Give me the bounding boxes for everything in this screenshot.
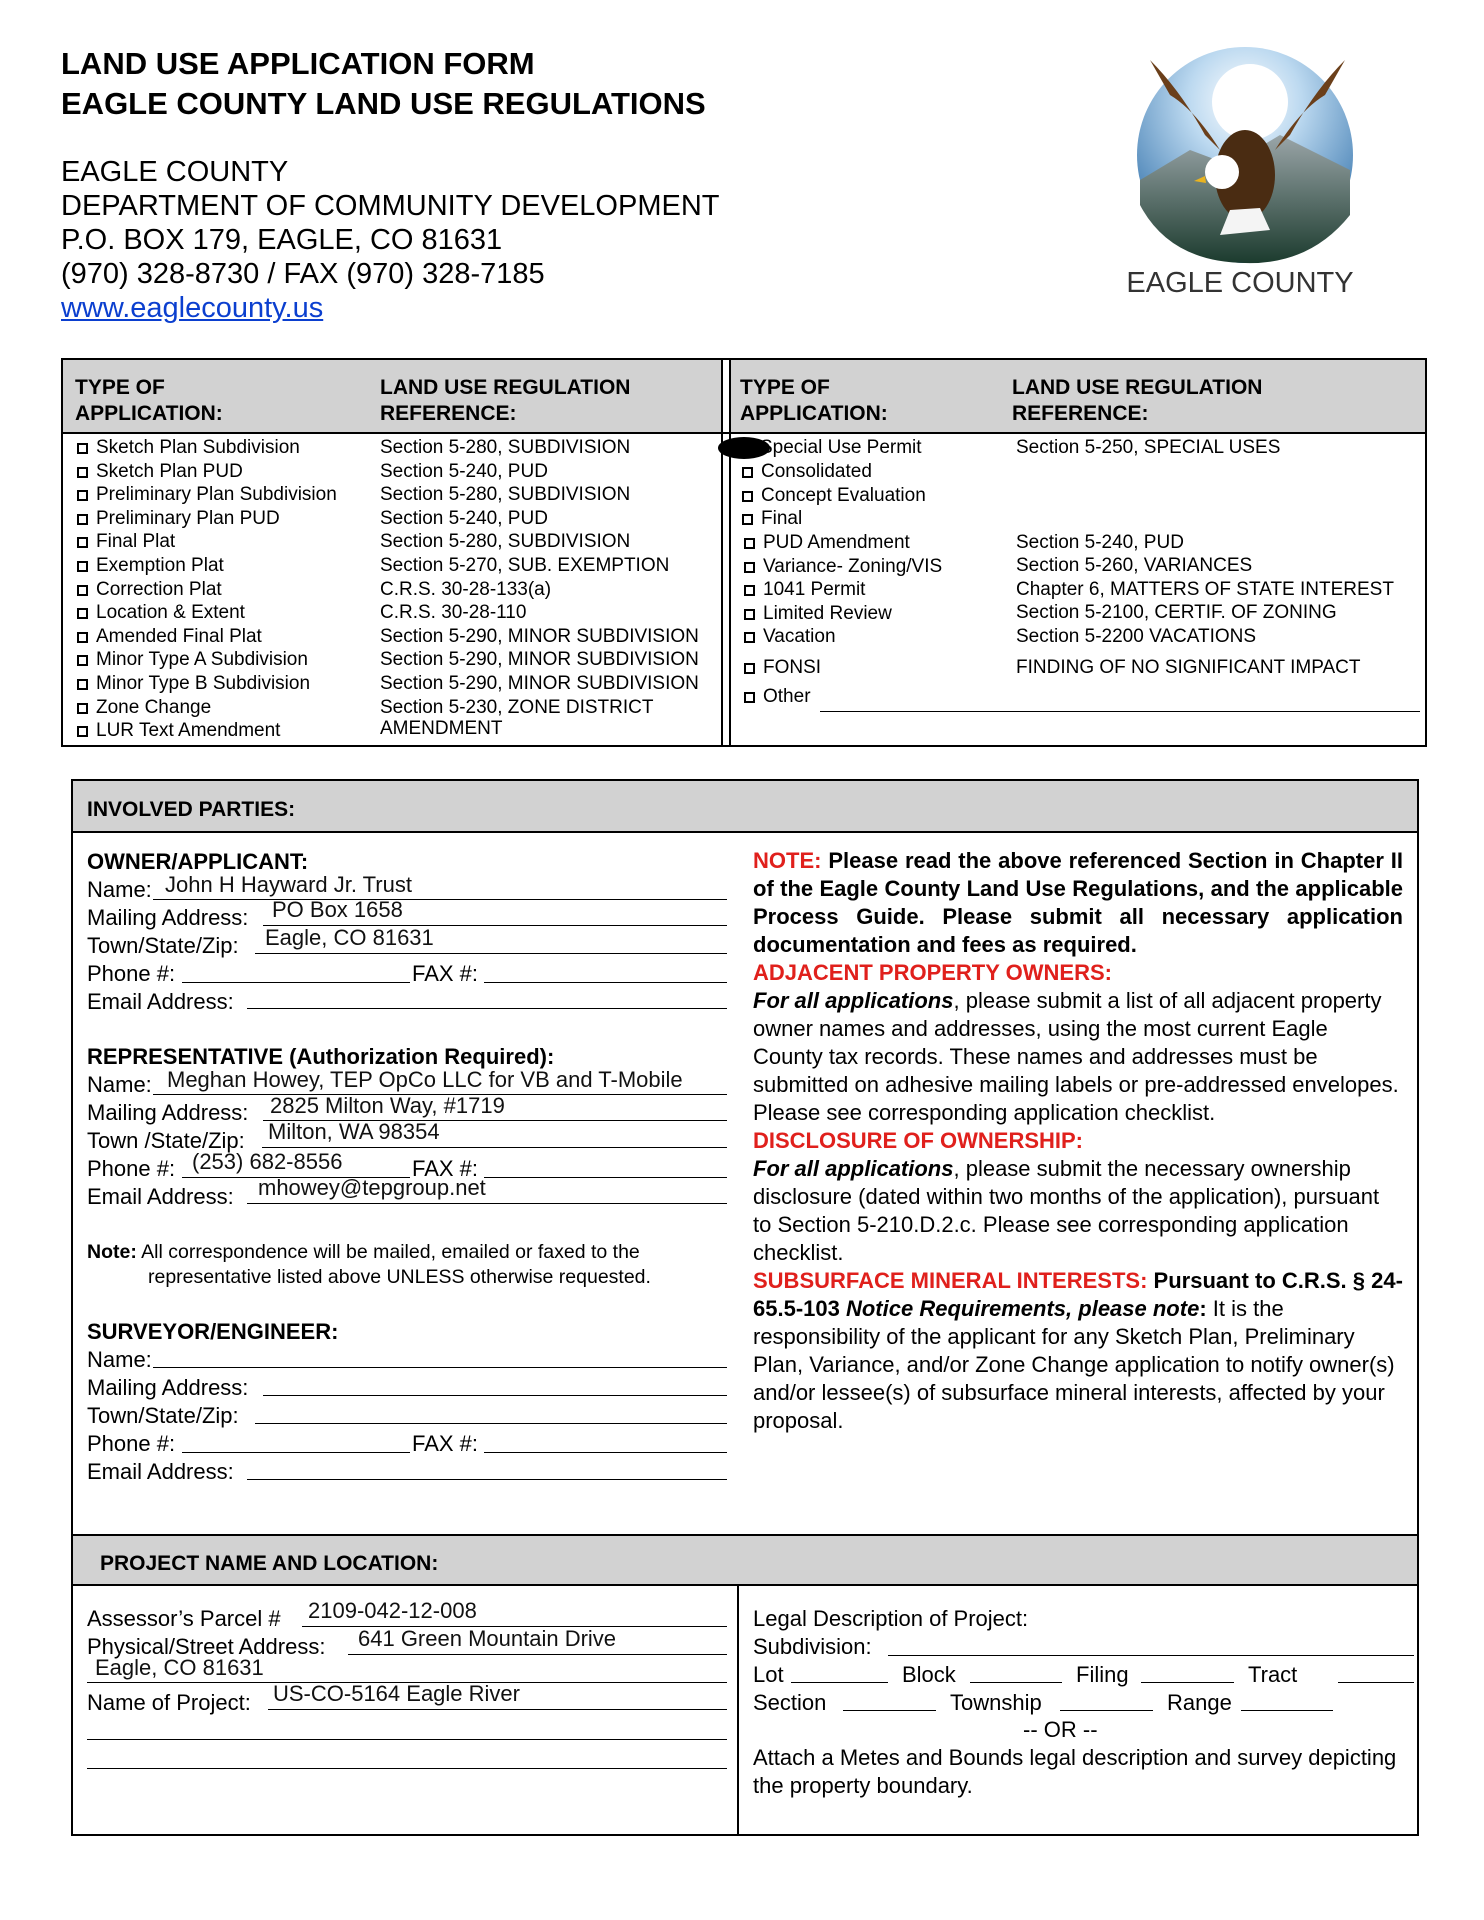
ref-text: Section 5-240, PUD [380, 460, 548, 482]
project-extra-line-2[interactable] [87, 1768, 727, 1769]
checkbox-limited-review[interactable]: Limited Review [744, 602, 942, 626]
checkbox-pud-amendment[interactable]: PUD Amendment [744, 531, 942, 555]
owner-town-line[interactable] [255, 953, 727, 954]
checkbox-icon[interactable] [744, 692, 755, 703]
checkbox-icon[interactable] [744, 585, 755, 596]
legal-description-label: Legal Description of Project: [753, 1606, 1029, 1631]
checkbox-other[interactable]: Other [744, 685, 942, 709]
checkbox-vacation[interactable]: Vacation [744, 625, 942, 649]
checkbox-lur-text-amendment[interactable]: LUR Text Amendment [77, 719, 337, 743]
street-address-value[interactable]: 641 Green Mountain Drive [358, 1626, 617, 1651]
checkbox-icon[interactable] [77, 585, 88, 596]
owner-phone-line[interactable] [182, 982, 410, 983]
rep-fax-label: FAX #: [412, 1156, 479, 1181]
ref-text: Section 5-2200 VACATIONS [1016, 625, 1257, 647]
checkbox-icon[interactable] [77, 490, 88, 501]
owner-email-line[interactable] [247, 1008, 727, 1009]
adjacent-owners-heading: ADJACENT PROPERTY OWNERS: [753, 960, 1112, 985]
rep-phone-value[interactable]: (253) 682-8556 [192, 1149, 343, 1174]
project-name-value[interactable]: US-CO-5164 Eagle River [273, 1681, 520, 1706]
checkbox-icon[interactable] [77, 467, 88, 478]
agency-phone: (970) 328-8730 / FAX (970) 328-7185 [61, 258, 545, 290]
rep-email-line[interactable] [247, 1203, 727, 1204]
checkbox-fonsi[interactable]: FONSI [744, 656, 942, 680]
subsurface-block: SUBSURFACE MINERAL INTERESTS: Pursuant to C.R.S. § 24-65.5-103 Notice Requirements, please note: It is the responsibility of the applicant for any Sketch Plan, Preliminary Plan, Variance, and/or Zone Change application to notify owner(s) and/or lessee(s) of subsurface mineral interests, affected by your proposal. [753, 1268, 1403, 1433]
ref-text: Section 5-290, MINOR SUBDIVISION [380, 625, 699, 647]
checkbox-icon[interactable] [77, 443, 88, 454]
surveyor-email-line[interactable] [247, 1479, 727, 1480]
owner-heading: OWNER/APPLICANT: [87, 849, 309, 874]
attach-instructions: Attach a Metes and Bounds legal description and survey depicting the property boundary. [753, 1745, 1397, 1798]
checkbox-icon[interactable] [742, 467, 753, 478]
surveyor-mail-line[interactable] [263, 1395, 727, 1396]
surveyor-name-label: Name: [87, 1347, 152, 1372]
street-address-line[interactable] [348, 1654, 727, 1655]
left-ref-list [380, 436, 699, 739]
range-line[interactable] [1241, 1710, 1333, 1711]
checkbox-special-use-permit[interactable]: Special Use Permit [760, 437, 922, 458]
owner-name-value[interactable]: John H Hayward Jr. Trust [165, 872, 412, 897]
checkbox-icon[interactable] [744, 609, 755, 620]
special-use-sublist [742, 460, 926, 531]
checkbox-icon[interactable] [744, 632, 755, 643]
ref-text: Section 5-240, PUD [1016, 531, 1184, 553]
checkbox-minor-type-b[interactable]: Minor Type B Subdivision [77, 672, 337, 696]
checkbox-icon[interactable] [77, 514, 88, 525]
surveyor-phone-line[interactable] [182, 1452, 410, 1453]
col-header-ref-right: LAND USE REGULATION REFERENCE: [1012, 376, 1263, 425]
ref-text: Section 5-230, ZONE DISTRICT [380, 696, 654, 718]
checkbox-exemption-plat[interactable]: Exemption Plat [77, 554, 337, 578]
form-subtitle: EAGLE COUNTY LAND USE REGULATIONS [61, 86, 706, 121]
owner-name-line[interactable] [153, 899, 727, 900]
surveyor-town-line[interactable] [255, 1423, 727, 1424]
lot-line[interactable] [791, 1682, 888, 1683]
right-ref-list [1016, 436, 1394, 679]
section-line[interactable] [843, 1710, 936, 1711]
ref-text: Section 5-280, SUBDIVISION [380, 437, 631, 458]
ref-text: Section 5-280, SUBDIVISION [380, 531, 631, 553]
checkbox-icon[interactable] [77, 655, 88, 666]
surveyor-email-label: Email Address: [87, 1459, 234, 1484]
col-header-ref-left: LAND USE REGULATION REFERENCE: [380, 376, 631, 425]
form-title: LAND USE APPLICATION FORM [61, 46, 535, 81]
checkbox-icon[interactable] [77, 726, 88, 737]
checkbox-consolidated[interactable]: Consolidated [742, 460, 926, 484]
filing-line[interactable] [1141, 1682, 1234, 1683]
instructions-panel [753, 847, 1403, 1435]
other-input-line[interactable] [820, 711, 1420, 712]
tract-label: Tract [1248, 1662, 1298, 1687]
checkbox-icon[interactable] [77, 561, 88, 572]
checkbox-minor-type-a[interactable]: Minor Type A Subdivision [77, 648, 337, 672]
ref-text: Section 5-290, MINOR SUBDIVISION [380, 672, 699, 694]
township-label: Township [950, 1690, 1042, 1715]
owner-email-label: Email Address: [87, 989, 234, 1014]
street-address-label: Physical/Street Address: [87, 1634, 326, 1659]
subdivision-line[interactable] [888, 1655, 1414, 1656]
rep-town-value[interactable]: Milton, WA 98354 [268, 1119, 440, 1144]
project-name-label: Name of Project: [87, 1690, 251, 1715]
ref-text: AMENDMENT [380, 718, 503, 740]
surveyor-mail-label: Mailing Address: [87, 1375, 249, 1400]
township-line[interactable] [1060, 1710, 1153, 1711]
subdivision-label: Subdivision: [753, 1634, 872, 1659]
surveyor-town-label: Town/State/Zip: [87, 1403, 239, 1428]
section-label: Section [753, 1690, 827, 1715]
surveyor-heading: SURVEYOR/ENGINEER: [87, 1319, 339, 1344]
owner-mail-value[interactable]: PO Box 1658 [272, 897, 403, 922]
checkbox-correction-plat[interactable]: Correction Plat [77, 578, 337, 602]
surveyor-name-line[interactable] [153, 1367, 727, 1368]
project-heading: PROJECT NAME AND LOCATION: [100, 1552, 439, 1575]
agency-block [61, 155, 719, 325]
project-name-line[interactable] [268, 1709, 727, 1710]
left-type-list [77, 436, 337, 743]
ref-text: Section 5-270, SUB. EXEMPTION [380, 554, 670, 576]
ref-text: C.R.S. 30-28-110 [380, 602, 527, 624]
col-header-type-right: TYPE OF APPLICATION: [740, 376, 888, 425]
rep-name-label: Name: [87, 1072, 152, 1097]
checkbox-concept-evaluation[interactable]: Concept Evaluation [742, 484, 926, 508]
checkbox-icon[interactable] [77, 537, 88, 548]
adjacent-owners-text: For all applications, please submit a list of all adjacent property owner names and addresses, using the most current Eagle County tax records. These names and addresses must be submitted on adhesive mailing labels or pre-addressed envelopes. Please see corresponding application checklist. [753, 988, 1399, 1125]
checkbox-icon[interactable] [77, 632, 88, 643]
checkbox-icon[interactable] [744, 562, 755, 573]
checkbox-icon[interactable] [744, 663, 755, 674]
street-address-value-2[interactable]: Eagle, CO 81631 [95, 1655, 264, 1680]
owner-fax-line[interactable] [484, 982, 727, 983]
rep-email-value[interactable]: mhowey@tepgroup.net [258, 1175, 486, 1200]
checkbox-icon[interactable] [77, 608, 88, 619]
rep-fax-line[interactable] [484, 1177, 727, 1178]
disclosure-text: For all applications, please submit the necessary ownership disclosure (dated within two months of the application), pursuant to Section 5-210.D.2.c. Please see corresponding application checklist. [753, 1156, 1380, 1265]
rep-mail-value[interactable]: 2825 Milton Way, #1719 [270, 1093, 505, 1118]
agency-address: P.O. BOX 179, EAGLE, CO 81631 [61, 224, 503, 256]
ref-text: FINDING OF NO SIGNIFICANT IMPACT [1016, 656, 1361, 678]
ref-text: Section 5-260, VARIANCES [1016, 555, 1253, 577]
owner-mail-label: Mailing Address: [87, 905, 249, 930]
owner-fax-label: FAX #: [412, 961, 479, 986]
ref-text: C.R.S. 30-28-133(a) [380, 578, 552, 600]
ref-text: Section 5-280, SUBDIVISION [380, 484, 631, 506]
surveyor-phone-label: Phone #: [87, 1431, 176, 1456]
ref-text: Chapter 6, MATTERS OF STATE INTEREST [1016, 578, 1394, 600]
block-label: Block [902, 1662, 956, 1687]
checkbox-icon[interactable] [742, 491, 753, 502]
disclosure-heading: DISCLOSURE OF OWNERSHIP: [753, 1128, 1084, 1153]
ref-text: Section 5-290, MINOR SUBDIVISION [380, 649, 699, 671]
tract-line[interactable] [1338, 1682, 1414, 1683]
lot-label: Lot [753, 1662, 784, 1687]
ref-text: Section 5-250, SPECIAL USES [1016, 437, 1281, 458]
surveyor-fax-label: FAX #: [412, 1431, 479, 1456]
checkbox-preliminary-plan-pud[interactable]: Preliminary Plan PUD [77, 507, 337, 531]
filing-label: Filing [1076, 1662, 1129, 1687]
eagle-county-logo [1110, 40, 1360, 300]
agency-name: EAGLE COUNTY [61, 156, 289, 188]
agency-department: DEPARTMENT OF COMMUNITY DEVELOPMENT [61, 190, 720, 222]
owner-town-label: Town/State/Zip: [87, 933, 239, 958]
checkbox-sketch-plan-subdivision[interactable]: Sketch Plan Subdivision [77, 436, 337, 460]
checkbox-icon[interactable] [77, 679, 88, 690]
block-line[interactable] [970, 1682, 1062, 1683]
checkbox-icon[interactable] [77, 703, 88, 714]
checkbox-variance[interactable]: Variance- Zoning/VIS [744, 555, 942, 579]
checkbox-location-extent[interactable]: Location & Extent [77, 601, 337, 625]
col-header-type-left: TYPE OF APPLICATION: [75, 376, 223, 425]
checkbox-1041-permit[interactable]: 1041 Permit [744, 578, 942, 602]
right-type-list [744, 531, 942, 708]
rep-town-label: Town /State/Zip: [87, 1128, 245, 1153]
checkbox-sketch-plan-pud[interactable]: Sketch Plan PUD [77, 460, 337, 484]
parcel-label: Assessor’s Parcel # [87, 1606, 281, 1631]
correspondence-note: Note: All correspondence will be mailed, emailed or faxed to the representative listed above UNLESS otherwise requested. [87, 1241, 651, 1288]
checkbox-final[interactable]: Final [742, 507, 926, 531]
website-link[interactable]: www.eaglecounty.us [61, 292, 324, 324]
logo-text: EAGLE COUNTY [1126, 267, 1354, 299]
checkbox-preliminary-plan-subdivision[interactable]: Preliminary Plan Subdivision [77, 483, 337, 507]
rep-mail-label: Mailing Address: [87, 1100, 249, 1125]
rep-heading: REPRESENTATIVE (Authorization Required): [87, 1044, 555, 1069]
owner-name-label: Name: [87, 877, 152, 902]
checkbox-icon[interactable] [744, 538, 755, 549]
checkbox-zone-change[interactable]: Zone Change [77, 696, 337, 720]
project-extra-line-1[interactable] [87, 1739, 727, 1740]
surveyor-fax-line[interactable] [484, 1452, 727, 1453]
parcel-value[interactable]: 2109-042-12-008 [308, 1598, 477, 1623]
involved-parties-heading: INVOLVED PARTIES: [87, 798, 296, 821]
owner-phone-label: Phone #: [87, 961, 176, 986]
rep-name-value[interactable]: Meghan Howey, TEP OpCo LLC for VB and T-Mobile [167, 1067, 683, 1092]
ref-text: Section 5-240, PUD [380, 507, 548, 529]
rep-town-line[interactable] [262, 1147, 727, 1148]
checkbox-icon[interactable] [742, 514, 753, 525]
checkbox-amended-final-plat[interactable]: Amended Final Plat [77, 625, 337, 649]
ref-text: Section 5-2100, CERTIF. OF ZONING [1016, 602, 1337, 624]
owner-town-value[interactable]: Eagle, CO 81631 [265, 925, 434, 950]
rep-email-label: Email Address: [87, 1184, 234, 1209]
range-label: Range [1167, 1690, 1232, 1715]
note-paragraph: NOTE: Please read the above referenced Section in Chapter II of the Eagle County Land Use Regulations, and the applicable Process Guide. Please submit all necessary application documentation and fees as required. [753, 848, 1403, 957]
or-divider: -- OR -- [1023, 1717, 1098, 1742]
checkbox-final-plat[interactable]: Final Plat [77, 530, 337, 554]
rep-phone-label: Phone #: [87, 1156, 176, 1181]
